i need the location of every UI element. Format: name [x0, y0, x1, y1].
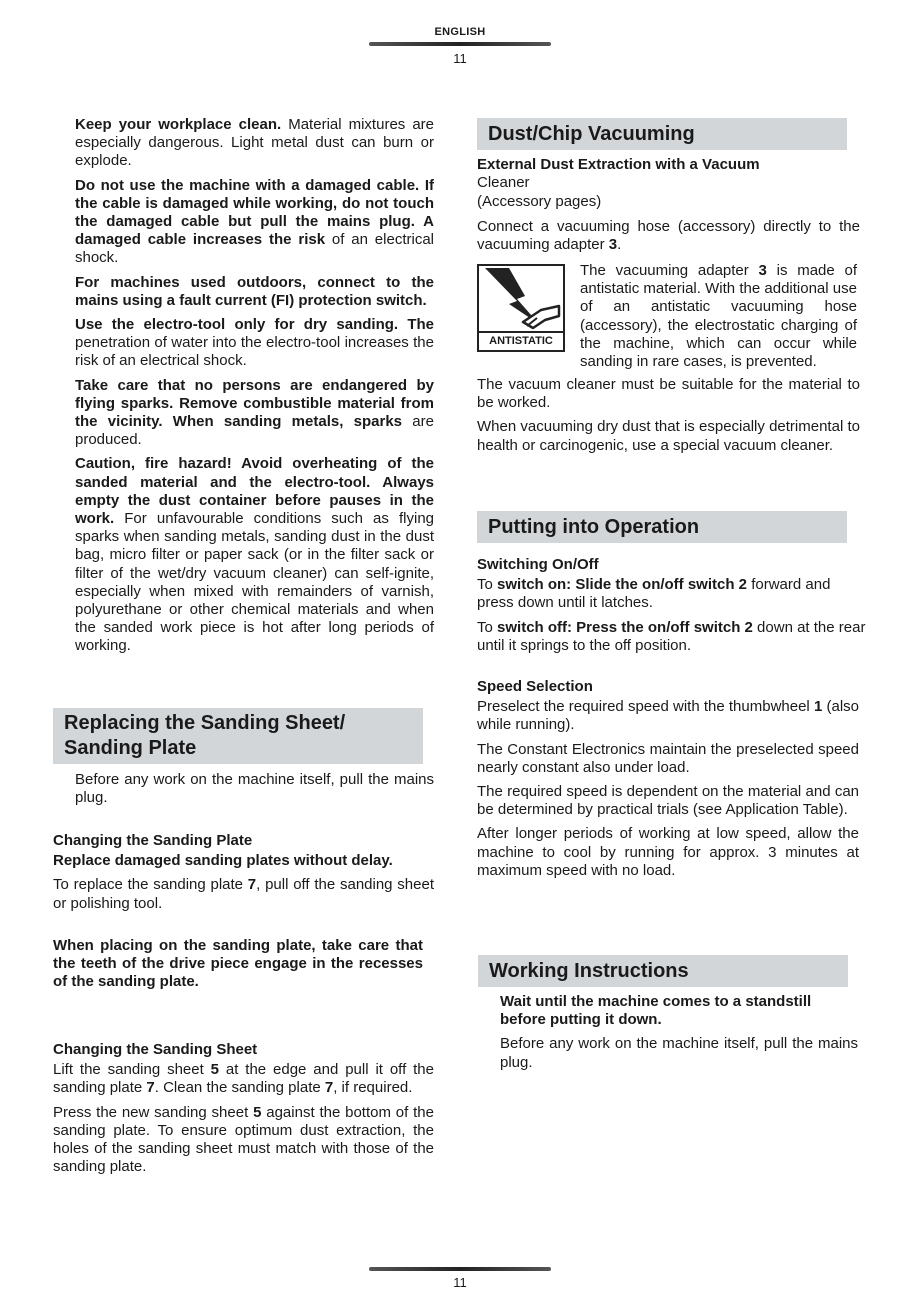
changing-sheet-section: [53, 1041, 434, 1182]
press-sheet-paragraph: Press the new sanding sheet 5 against the bottom of the sanding plate. To ensure optimum dust extraction, the holes of the sanding sheet must match with those of the sanding plate.: [53, 1103, 434, 1176]
speed-section: [477, 678, 859, 886]
detrimental-paragraph: When vacuuming dry dust that is especially detrimental to health or carcinogenic, use a special vacuum cleaner.: [477, 418, 860, 454]
safety-notes: [75, 116, 434, 662]
replace-plate-paragraph: To replace the sanding plate 7, pull off the sanding sheet or polishing tool.: [53, 876, 434, 912]
switch-on-paragraph: To switch on: Slide the on/off switch 2 forward and press down until it latches.: [477, 576, 831, 612]
antistatic-text: The vacuuming adapter 3 is made of antistatic material. With the additional use of an antistatic vacuuming hose (accessory), the electrostatic charging of the machine, which can occur while sanding in rare cases, is prevented.: [580, 262, 857, 371]
fire-hazard-paragraph: Caution, fire hazard! Avoid overheating of the sanded material and the electro-tool. Always empty the dust container before pauses in the work. For unfavourable conditions such as flying sparks when sanding metals, sanding dust in the dust bag, micro filter or paper sack (or in the filter sack or filter of the wet/dry vacuum cleaner) can self-ignite, especially when mixed with remainders of varnish, polyurethane or other chemical materials and when the sanded work piece is hot after long periods of working.: [75, 455, 434, 655]
constant-electronics-paragraph: The Constant Electronics maintain the preselected speed nearly constant also under load.: [477, 740, 859, 776]
working-instructions-text: [500, 993, 858, 1078]
external-extraction-heading: External Dust Extraction with a Vacuum Cleaner: [477, 156, 760, 192]
flying-sparks-paragraph: Take care that no persons are endangered by flying sparks. Remove combustible material from the vicinity. When sanding metals, sparks are produced.: [75, 376, 434, 449]
standstill-note: Wait until the machine comes to a standstill before putting it down.: [500, 993, 812, 1029]
suitable-paragraph: The vacuum cleaner must be suitable for the material to be worked.: [477, 376, 860, 412]
changing-sheet-heading: Changing the Sanding Sheet: [53, 1041, 258, 1058]
before-work-paragraph: Before any work on the machine itself, pull the mains plug.: [500, 1035, 858, 1071]
working-instructions-heading: Working Instructions: [478, 955, 848, 987]
dust-extraction-section: [477, 156, 860, 260]
footer-rule: [369, 1267, 551, 1271]
connect-hose-paragraph: Connect a vacuuming hose (accessory) directly to the vacuuming adapter 3.: [477, 217, 860, 253]
vacuum-requirements: [477, 376, 860, 461]
page-number-top: 11: [453, 51, 467, 66]
lift-sheet-paragraph: Lift the sanding sheet 5 at the edge and pull it off the sanding plate 7. Clean the sanding plate 7, if required.: [53, 1061, 434, 1097]
antistatic-label: ANTISTATIC: [479, 331, 563, 350]
header-language: ENGLISH: [434, 26, 486, 38]
dry-sanding-paragraph: Use the electro-tool only for dry sanding. The penetration of water into the electro-tool increases the risk of an electrical shock.: [75, 316, 434, 370]
teeth-note: When placing on the sanding plate, take care that the teeth of the drive piece engage in the recesses of the sanding plate.: [53, 937, 423, 991]
changing-plate-section: [53, 832, 434, 919]
header-rule: [369, 42, 551, 46]
putting-into-operation-heading: Putting into Operation: [477, 511, 847, 543]
replace-damaged-note: Replace damaged sanding plates without delay.: [53, 852, 393, 870]
cooling-paragraph: After longer periods of working at low speed, allow the machine to cool by running for approx. 3 minutes at maximum speed with no load.: [477, 825, 859, 879]
lightning-hand-icon: [479, 266, 563, 333]
replacing-intro: Before any work on the machine itself, pull the mains plug.: [75, 771, 434, 807]
switch-off-paragraph: To switch off: Press the on/off switch 2 down at the rear until it springs to the off position.: [477, 618, 866, 654]
workplace-clean-paragraph: Keep your workplace clean. Material mixtures are especially dangerous. Light metal dust can burn or explode.: [75, 116, 434, 170]
required-speed-paragraph: The required speed is dependent on the material and can be determined by practical trials (see Application Table).: [477, 783, 859, 819]
accessory-pages-note: (Accessory pages): [477, 193, 602, 211]
page-number-bottom: 11: [453, 1275, 467, 1290]
speed-heading: Speed Selection: [477, 678, 593, 695]
switching-section: [477, 556, 867, 661]
preselect-paragraph: Preselect the required speed with the thumbwheel 1 (also while running).: [477, 698, 859, 734]
replacing-section-heading: Replacing the Sanding Sheet/ Sanding Plate: [53, 708, 423, 764]
changing-plate-heading: Changing the Sanding Plate: [53, 832, 253, 849]
outdoors-paragraph: For machines used outdoors, connect to the mains using a fault current (FI) protection switch.: [75, 273, 434, 309]
antistatic-symbol: [477, 264, 565, 352]
damaged-cable-paragraph: Do not use the machine with a damaged cable. If the cable is damaged while working, do not touch the damaged cable but pull the mains plug. A damaged cable increases the risk of an electrical shock.: [75, 176, 434, 267]
switching-heading: Switching On/Off: [477, 556, 599, 573]
dust-vacuuming-heading: Dust/Chip Vacuuming: [477, 118, 847, 150]
